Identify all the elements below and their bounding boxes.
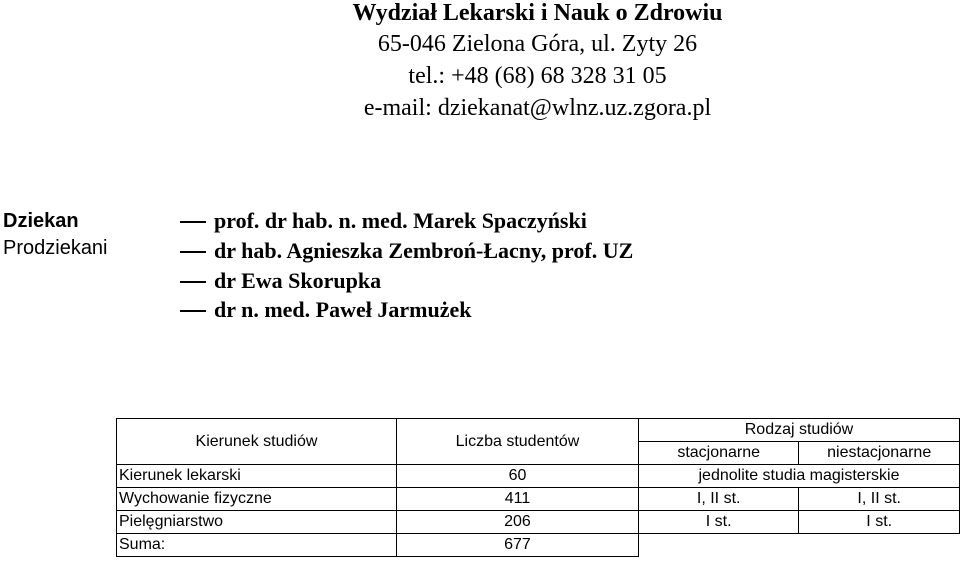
header-count: Liczba studentów (396, 419, 638, 465)
person-name: dr hab. Agnieszka Zembroń-Łacny, prof. UZ (214, 238, 634, 263)
cell-count: 411 (396, 488, 638, 511)
cell-count: 206 (396, 511, 638, 534)
table-row (117, 488, 960, 511)
table-total-row (117, 534, 960, 557)
cell-field: Kierunek lekarski (117, 465, 397, 488)
dash-bullet (180, 310, 206, 312)
header-parttime: niestacjonarne (799, 442, 960, 465)
faculty-email: e-mail: dziekanat@wlnz.uz.zgora.pl (363, 95, 712, 121)
header-study-type: Rodzaj studiów (638, 419, 959, 442)
cell-field: Wychowanie fizyczne (117, 488, 397, 511)
table-header-row (117, 419, 960, 442)
header-fulltime: stacjonarne (638, 442, 798, 465)
cell-parttime: I, II st. (799, 488, 960, 511)
students-table (116, 418, 960, 557)
faculty-phone: tel.: +48 (68) 68 328 31 05 (408, 63, 667, 89)
cell-fulltime: I, II st. (638, 488, 798, 511)
person-name: dr n. med. Paweł Jarmużek (214, 297, 472, 322)
person-name: dr Ewa Skorupka (214, 268, 382, 293)
cell-count: 60 (396, 465, 638, 488)
vice-dean-name (180, 297, 471, 323)
cell-study-type: jednolite studia magisterskie (638, 465, 959, 488)
person-name: prof. dr hab. n. med. Marek Spaczyński (214, 208, 587, 233)
total-value: 677 (396, 534, 638, 557)
vice-dean-name (180, 268, 381, 294)
total-label: Suma: (117, 534, 397, 557)
dash-bullet (180, 281, 206, 283)
vice-dean-name (180, 238, 633, 264)
cell-fulltime: I st. (638, 511, 798, 534)
dash-bullet (180, 251, 206, 253)
faculty-address: 65-046 Zielona Góra, ul. Zyty 26 (377, 31, 698, 57)
dean-name (180, 208, 587, 234)
cell-field: Pielęgniarstwo (117, 511, 397, 534)
dash-bullet (180, 221, 206, 223)
cell-parttime: I st. (799, 511, 960, 534)
dean-label: Dziekan (3, 210, 79, 232)
table-row (117, 511, 960, 534)
vice-deans-label: Prodziekani (3, 237, 108, 259)
table-row (117, 465, 960, 488)
faculty-title: Wydział Lekarski i Nauk o Zdrowiu (352, 0, 723, 26)
header-field: Kierunek studiów (117, 419, 397, 465)
